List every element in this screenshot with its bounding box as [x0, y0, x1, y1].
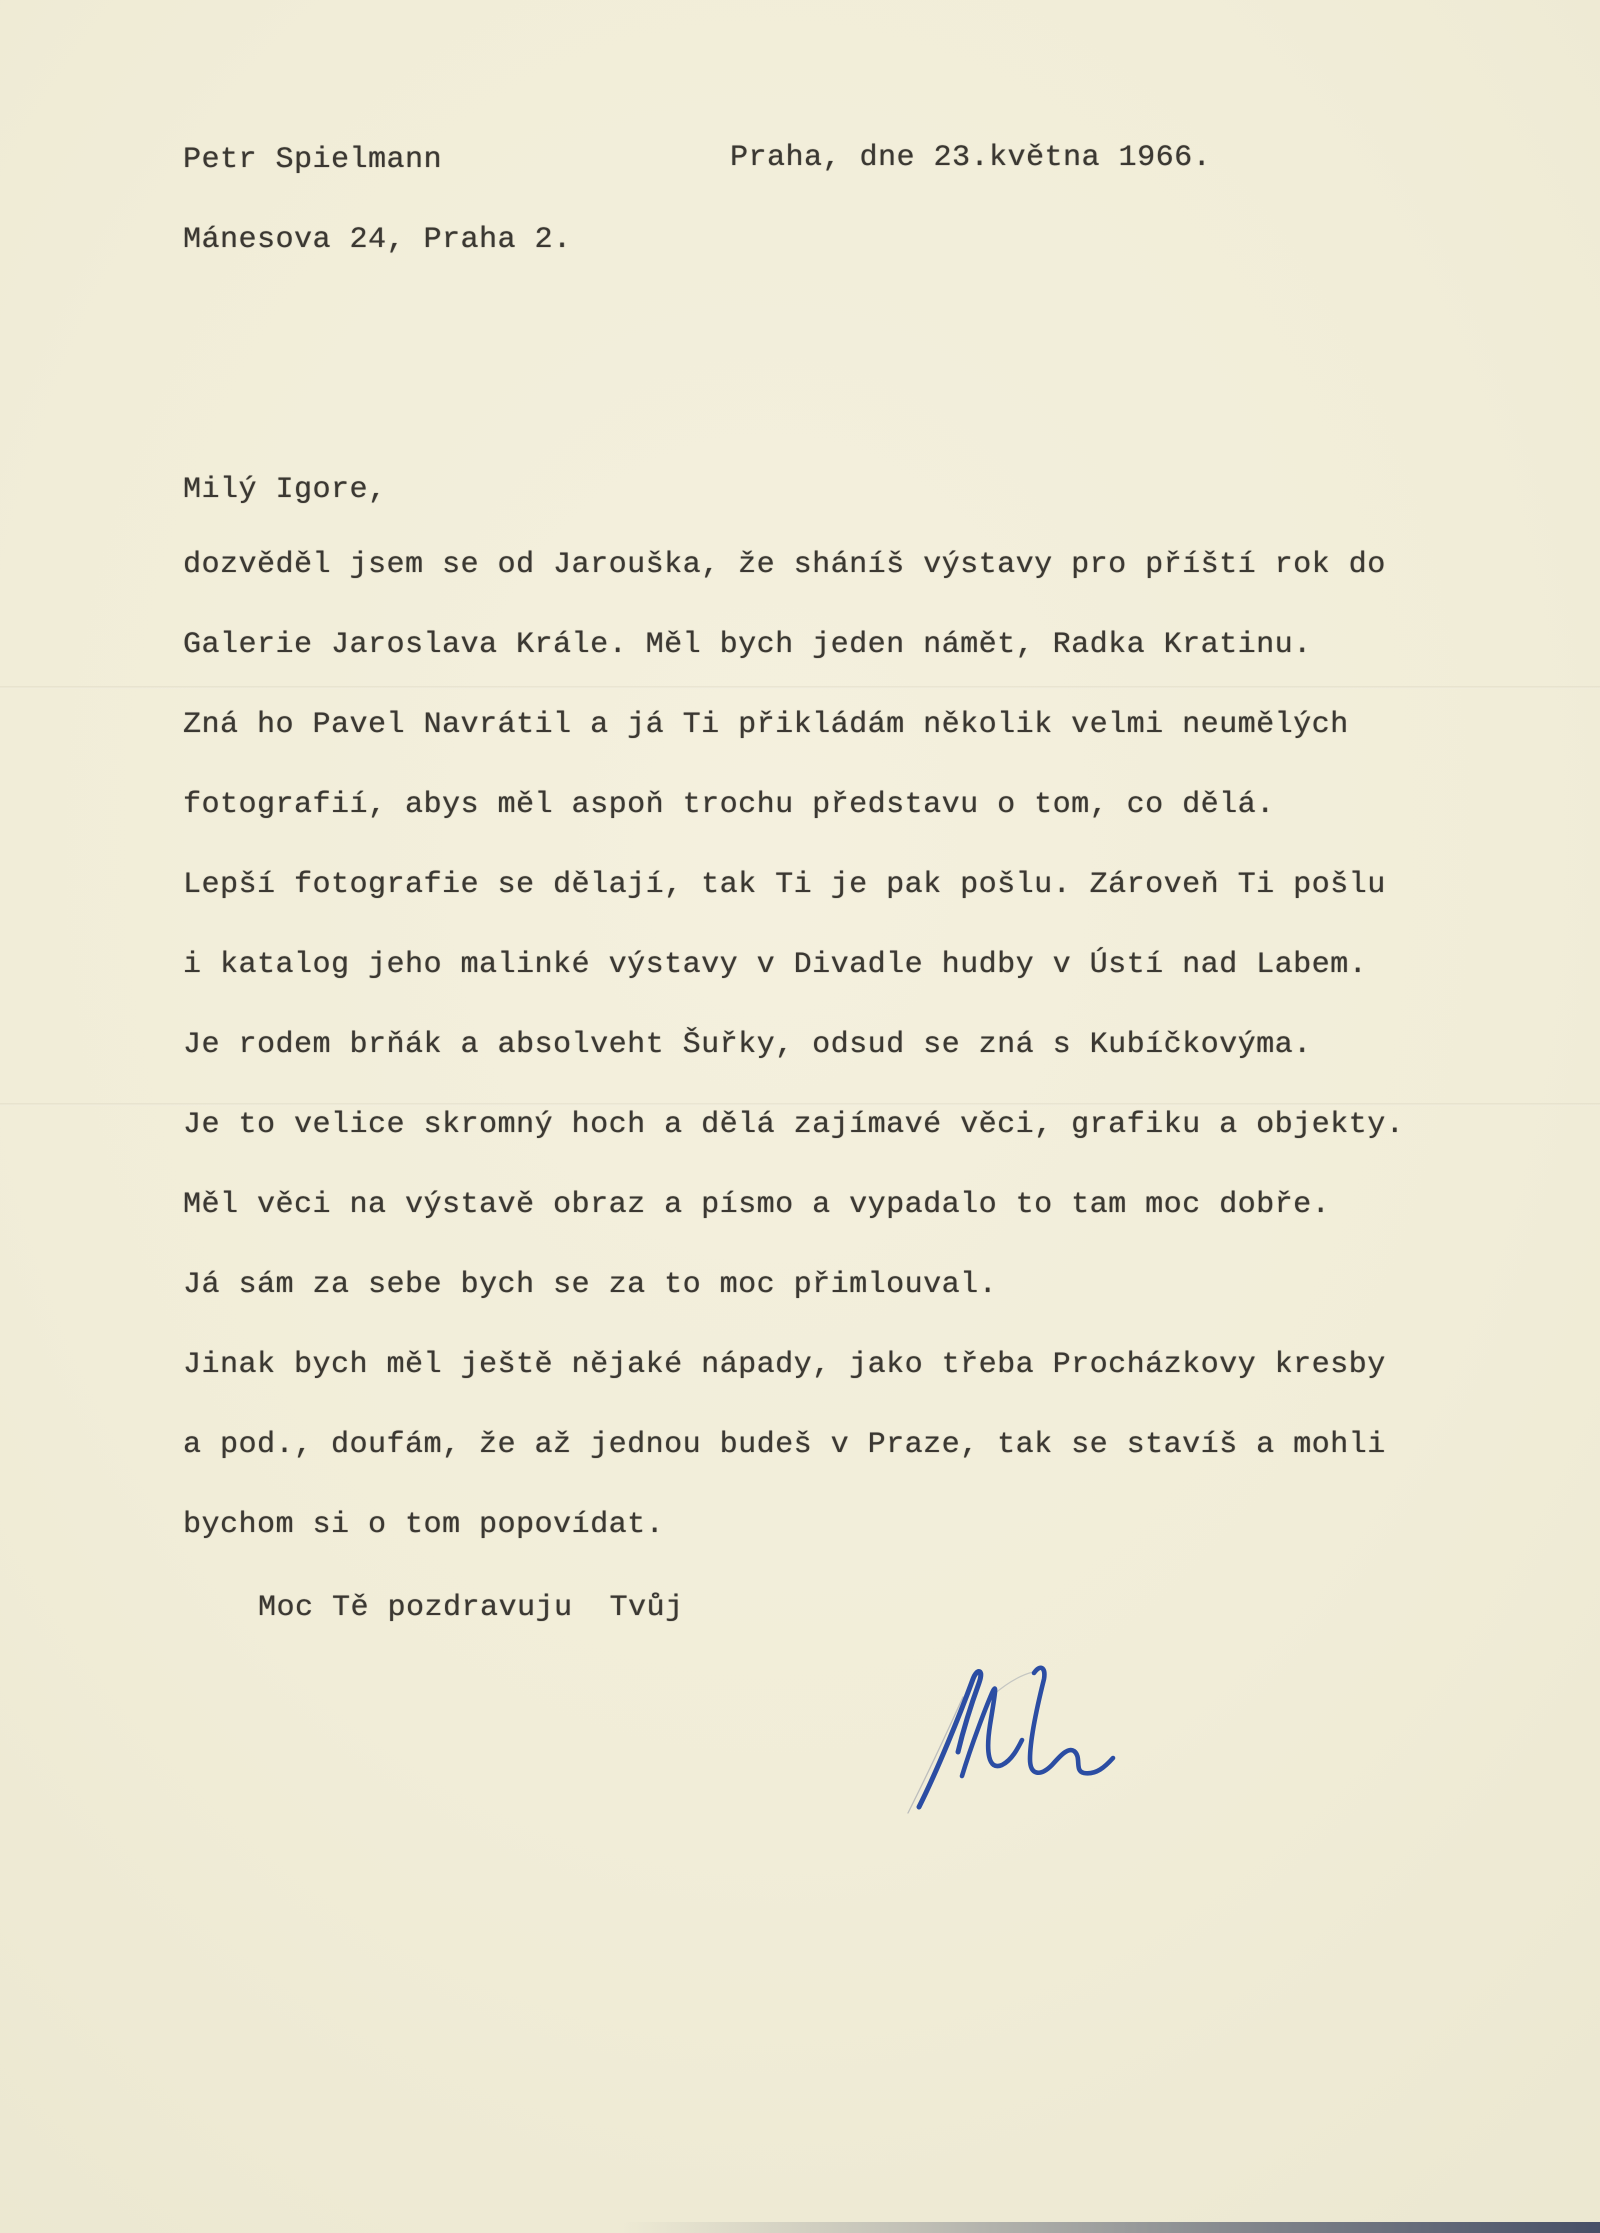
body-line: bychom si o tom popovídat.	[183, 1508, 665, 1542]
salutation: Milý Igore,	[183, 473, 387, 507]
body-line: Měl věci na výstavě obraz a písmo a vypadalo to tam moc dobře.	[183, 1188, 1331, 1222]
body-line: Lepší fotografie se dělají, tak Ti je pak pošlu. Zároveň Ti pošlu	[183, 868, 1386, 902]
body-line: Galerie Jaroslava Krále. Měl bych jeden námět, Radka Kratinu.	[183, 628, 1312, 662]
body-line: Jinak bych měl ještě nějaké nápady, jako třeba Procházkovy kresby	[183, 1348, 1386, 1382]
body-line: dozvěděl jsem se od Jarouška, že sháníš výstavy pro příští rok do	[183, 548, 1386, 582]
sender-address: Mánesova 24, Praha 2.	[183, 223, 572, 257]
handwritten-signature	[905, 1655, 1120, 1820]
body-line: Je rodem brňák a absolveht Šuřky, odsud se zná s Kubíčkovýma.	[183, 1028, 1312, 1062]
body-line: a pod., doufám, že až jednou budeš v Praze, tak se stavíš a mohli	[183, 1428, 1386, 1462]
body-line: Zná ho Pavel Navrátil a já Ti přikládám několik velmi neumělých	[183, 708, 1349, 742]
sender-name: Petr Spielmann	[183, 143, 443, 177]
date-line: Praha, dne 23.května 1966.	[730, 141, 1212, 175]
letter-body	[183, 525, 1404, 1565]
body-line: Je to velice skromný hoch a dělá zajímavé věci, grafiku a objekty.	[183, 1108, 1405, 1142]
scan-bottom-edge	[620, 2222, 1600, 2233]
closing-line: Moc Tě pozdravuju Tvůj	[258, 1591, 684, 1625]
body-line: fotografií, abys měl aspoň trochu představu o tom, co dělá.	[183, 788, 1275, 822]
body-line: i katalog jeho malinké výstavy v Divadle hudby v Ústí nad Labem.	[183, 948, 1368, 982]
body-line: Já sám za sebe bych se za to moc přimlouval.	[183, 1268, 998, 1302]
